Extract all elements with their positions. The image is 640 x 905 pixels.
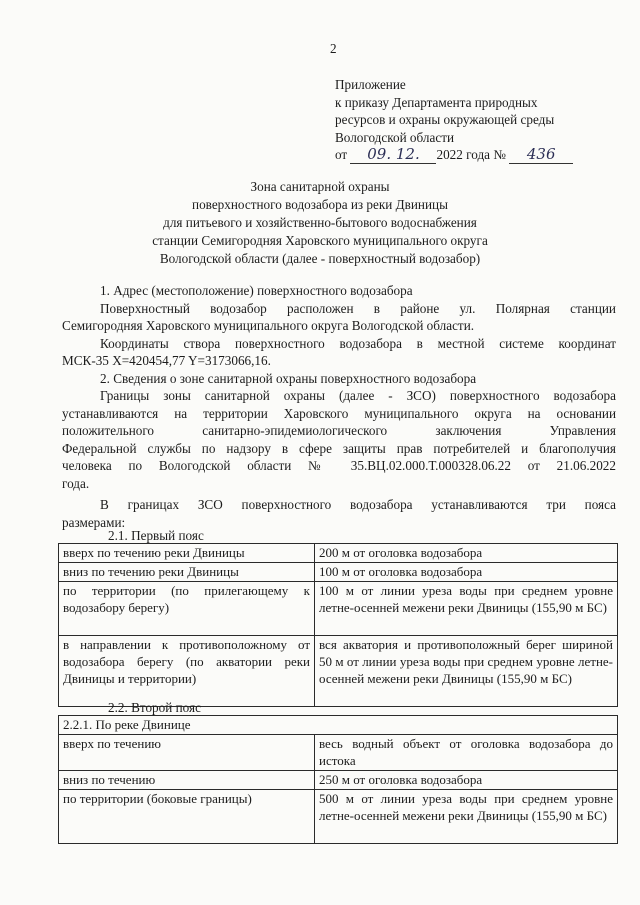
table-row bbox=[59, 790, 618, 844]
document-body bbox=[62, 282, 616, 531]
table-cell: по территории (боковые границы) bbox=[59, 790, 315, 844]
title-line: поверхностного водозабора из реки Двиницы bbox=[192, 197, 448, 212]
table-cell: вниз по течению реки Двиницы bbox=[59, 563, 315, 582]
paragraph-line: Поверхностный водозабор расположен в районе ул. Полярная станции bbox=[100, 300, 616, 316]
page-number: 2 bbox=[330, 41, 337, 56]
table-cell: 250 м от оголовка водозабора bbox=[315, 771, 618, 790]
paragraph-line: В границах ЗСО поверхностного водозабора устанавливаются три пояса bbox=[100, 497, 616, 512]
table-row bbox=[59, 563, 618, 582]
title-line: для питьевого и хозяйственно-бытового водоснабжения bbox=[163, 215, 477, 230]
belt2-heading: 2.2. Второй пояс bbox=[108, 700, 201, 715]
paragraph-line: Семигородняя Харовского муниципального округа Вологодской области. bbox=[62, 318, 475, 333]
paragraph-line: МСК-35 X=420454,77 Y=3173066,16. bbox=[62, 353, 271, 368]
paragraph-line: Федеральной службы по надзору в сфере защиты прав потребителей и благополучия bbox=[62, 440, 616, 456]
title-line: Вологодской области (далее - поверхностный водозабор) bbox=[159, 251, 481, 266]
table-cell: 100 м от линии уреза воды при среднем уровне летне-осенней межени реки Двиницы (155,90 м БС) bbox=[315, 582, 618, 636]
table-row bbox=[59, 735, 618, 771]
table-cell: вверх по течению bbox=[59, 735, 315, 771]
paragraph-line: положительного санитарно-эпидемиологического заключения Управления bbox=[62, 423, 616, 438]
table-cell: вся акватория и противоположный берег шириной 50 м от линии уреза воды при среднем уровне летне-осенней межени реки Двиницы (155,90 м БС) bbox=[315, 636, 618, 707]
document-title bbox=[60, 178, 580, 268]
handwritten-number: 436 bbox=[509, 146, 573, 164]
paragraph-line: размерами: bbox=[62, 514, 126, 530]
belt1-heading: 2.1. Первый пояс bbox=[108, 528, 204, 543]
table-cell: 100 м от оголовка водозабора bbox=[315, 563, 618, 582]
table-cell: по территории (по прилегающему к водозабору берегу) bbox=[59, 582, 315, 636]
section-heading: 1. Адрес (местоположение) поверхностного водозабора bbox=[100, 283, 413, 298]
table-row bbox=[59, 771, 618, 790]
appendix-line: Вологодской области bbox=[335, 129, 455, 145]
year-text: 2022 года bbox=[436, 147, 491, 162]
belt1-table bbox=[58, 543, 618, 707]
paragraph-line: года. bbox=[62, 475, 90, 491]
appendix-line: Приложение bbox=[335, 77, 406, 92]
table-cell: вверх по течению реки Двиницы bbox=[59, 544, 315, 563]
table-row bbox=[59, 636, 618, 707]
title-line: Зона санитарной охраны bbox=[250, 179, 390, 194]
table-row bbox=[59, 544, 618, 563]
paragraph-line: Координаты створа поверхностного водозабора в местной системе координат bbox=[100, 335, 616, 351]
table-cell: 500 м от линии уреза воды при среднем уровне летне-осенней межени реки Двиницы (155,90 м БС) bbox=[315, 790, 618, 844]
table-cell: в направлении к противоположному от водозабора берегу (по акватории реки Двиницы и территории) bbox=[59, 636, 315, 707]
appendix-line: к приказу Департамента природных bbox=[335, 94, 538, 110]
appendix-date-line bbox=[335, 146, 625, 164]
table-row bbox=[59, 716, 618, 735]
paragraph-line: человека по Вологодской области № 35.ВЦ.02.000.Т.000328.06.22 от 21.06.2022 bbox=[62, 458, 616, 473]
table-cell: 200 м от оголовка водозабора bbox=[315, 544, 618, 563]
title-line: станции Семигородняя Харовского муниципального округа bbox=[152, 233, 488, 248]
appendix-block bbox=[335, 76, 625, 164]
number-label: № bbox=[493, 147, 506, 162]
paragraph-line: Границы зоны санитарной охраны (далее - ЗСО) поверхностного водозабора bbox=[100, 388, 616, 403]
appendix-line: ресурсов и охраны окружающей среды bbox=[335, 112, 555, 127]
table-cell: весь водный объект от оголовка водозабора до истока bbox=[315, 735, 618, 771]
belt2-table bbox=[58, 715, 618, 844]
table-row bbox=[59, 582, 618, 636]
from-label: от bbox=[335, 147, 348, 162]
table-subheading-cell: 2.2.1. По реке Двинице bbox=[59, 716, 618, 735]
table-cell: вниз по течению bbox=[59, 771, 315, 790]
paragraph-line: устанавливаются на территории Харовского муниципального округа на основании bbox=[62, 405, 616, 421]
section-heading: 2. Сведения о зоне санитарной охраны поверхностного водозабора bbox=[100, 370, 477, 386]
handwritten-date: 09. 12. bbox=[350, 146, 436, 164]
